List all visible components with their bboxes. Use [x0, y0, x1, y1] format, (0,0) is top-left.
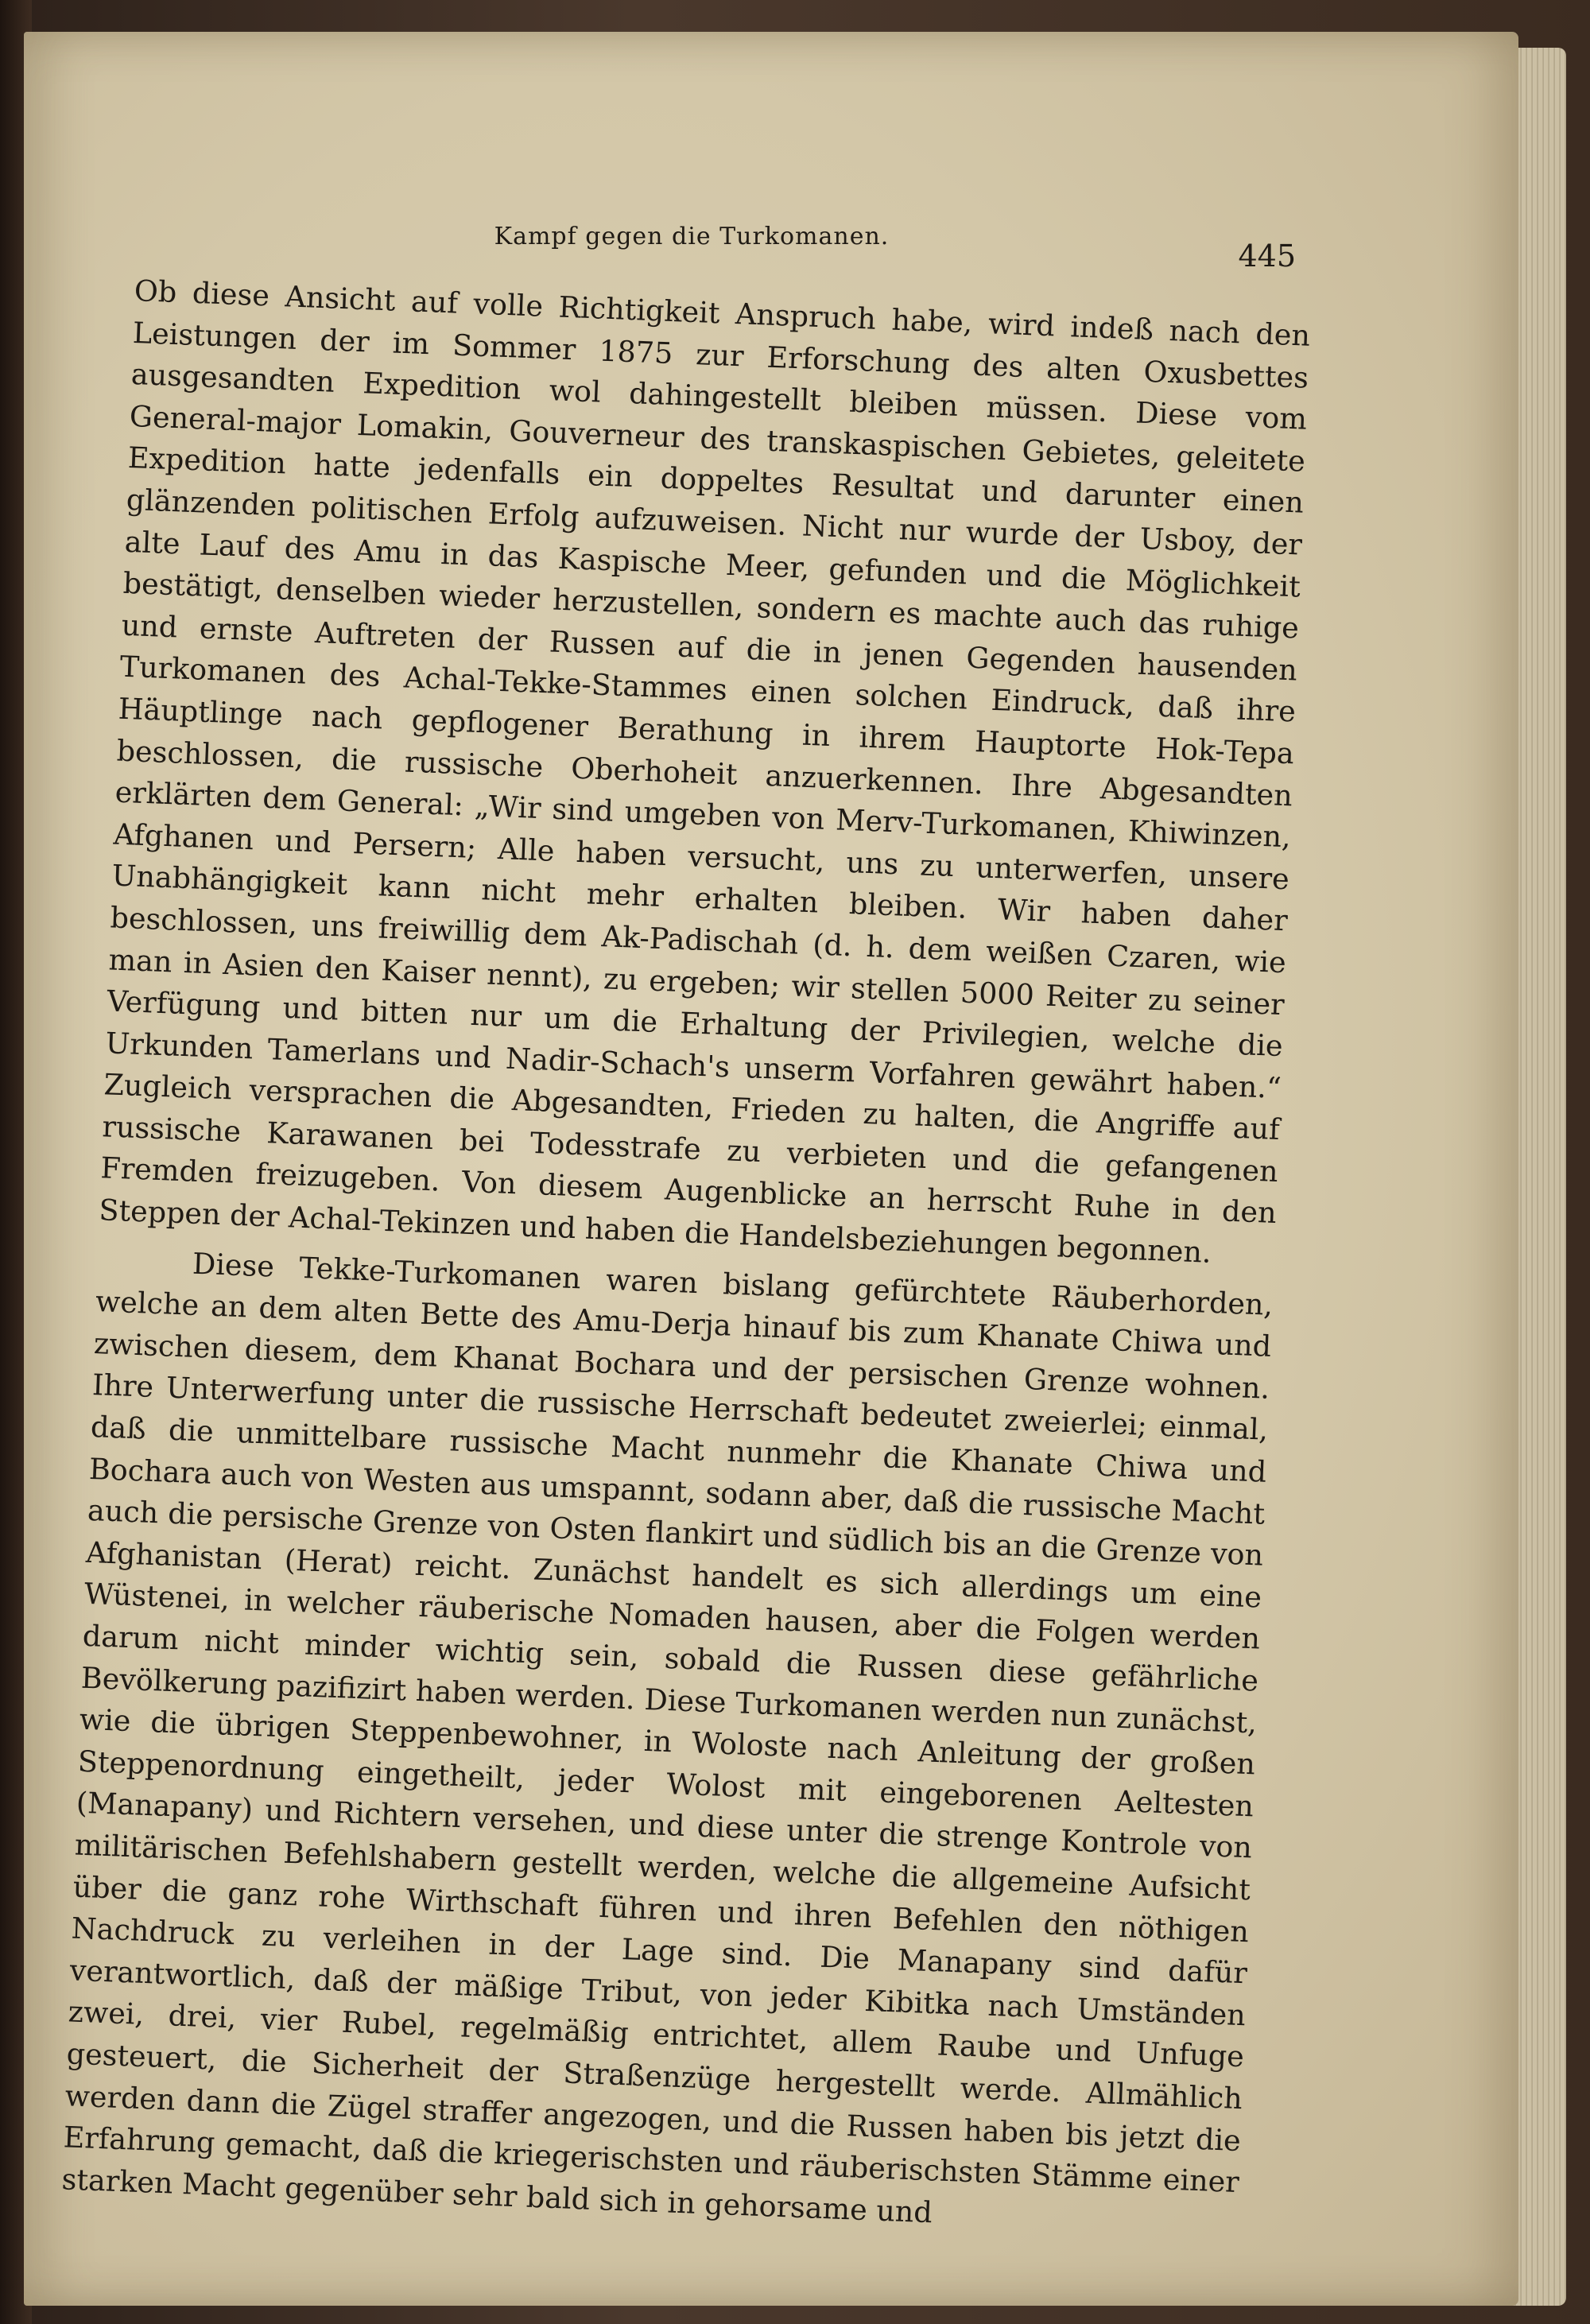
- book-page: [24, 32, 1518, 2306]
- paragraph-1: Ob diese Ansicht auf volle Richtigkeit Anspruch habe, wird indeß nach den Leistungen der im Sommer 1875 zur Erforschung des alten Oxusbettes ausgesandten Expedition wol dahingestellt bleiben müssen. Diese vom General-major Lomakin, Gouverneur des transkaspischen Gebietes, geleitete Expedition hatte jedenfalls ein doppeltes Resultat und darunter einen glänzenden politischen Erfolg aufzuweisen. Nicht nur wurde der Usboy, der alte Lauf des Amu in das Kaspische Meer, gefunden und die Möglichkeit bestätigt, denselben wieder herzustellen, sondern es machte auch das ruhige und ernste Auftreten der Russen auf die in jenen Gegenden hausenden Turkomanen des Achal-Tekke-Stammes einen solchen Eindruck, daß ihre Häuptlinge nach gepflogener Berathung in ihrem Hauptorte Hok-Tepa beschlossen, die russische Oberhoheit anzuerkennen. Ihre Abgesandten erklärten dem General: „Wir sind umgeben von Merv-Turkomanen, Khiwinzen, Afghanen und Persern; Alle haben versucht, uns zu unterwerfen, unsere Unabhängigkeit kann nicht mehr erhalten bleiben. Wir haben daher beschlossen, uns freiwillig dem Ak-Padischah (d. h. dem weißen Czaren, wie man in Asien den Kaiser nennt), zu ergeben; wir stellen 5000 Reiter zu seiner Verfügung und bitten nur um die Erhaltung der Privilegien, welche die Urkunden Tamerlans und Nadir-Schach's unserm Vorfahren gewährt haben.“ Zugleich versprachen die Abgesandten, Frieden zu halten, die Angriffe auf russische Karawanen bei Todesstrafe zu verbieten und die gefangenen Fremden freizugeben. Von diesem Augenblicke an herrscht Ruhe in den Steppen der Achal-Tekinzen und haben die Handelsbeziehungen begonnen.: [98, 273, 1311, 1270]
- body-text: [61, 270, 1311, 2245]
- running-head: [135, 223, 1344, 274]
- paragraph-2: Diese Tekke-Turkomanen waren bislang gefürchtete Räuberhorden, welche an dem alten Bette des Amu-Derja hinauf bis zum Khanate Chiwa und zwischen diesem, dem Khanat Bochara und der persischen Grenze wohnen. Ihre Unterwerfung unter die russische Herrschaft bedeutet zweierlei; einmal, daß die unmittelbare russische Macht nunmehr die Khanate Chiwa und Bochara auch von Westen aus umspannt, sodann aber, daß die russische Macht auch die persische Grenze von Osten flankirt und südlich bis an die Grenze von Afghanistan (Herat) reicht. Zunächst handelt es sich allerdings um eine Wüstenei, in welcher räuberische Nomaden hausen, aber die Folgen werden darum nicht minder wichtig sein, sobald die Russen diese gefährliche Bevölkerung pazifizirt haben werden. Diese Turkomanen werden nun zunächst, wie die übrigen Steppenbewohner, in Woloste nach Anleitung der großen Steppenordnung eingetheilt, jeder Wolost mit eingeborenen Aeltesten (Manapany) und Richtern versehen, und diese unter die strenge Kontrole von militärischen Befehlshabern gestellt werden, welche die allgemeine Aufsicht über die ganz rohe Wirthschaft führen und ihren Befehlen den nöthigen Nachdruck zu verleihen in der Lage sind. Die Manapany sind dafür verantwortlich, daß der mäßige Tribut, von jeder Kibitka nach Umständen zwei, drei, vier Rubel, regelmäßig entrichtet, allem Raube und Unfuge gesteuert, die Sicherheit der Straßenzüge hergestellt werde. Allmählich werden dann die Zügel straffer angezogen, und die Russen haben bis jetzt die Erfahrung gemacht, daß die kriegerischsten und räuberischsten Stämme einer starken Macht gegenüber sehr bald sich in gehorsame und: [60, 1246, 1274, 2229]
- page-number: 445: [1238, 239, 1296, 274]
- page-content: [60, 183, 1344, 2250]
- running-head-title: Kampf gegen die Turkomanen.: [494, 223, 890, 250]
